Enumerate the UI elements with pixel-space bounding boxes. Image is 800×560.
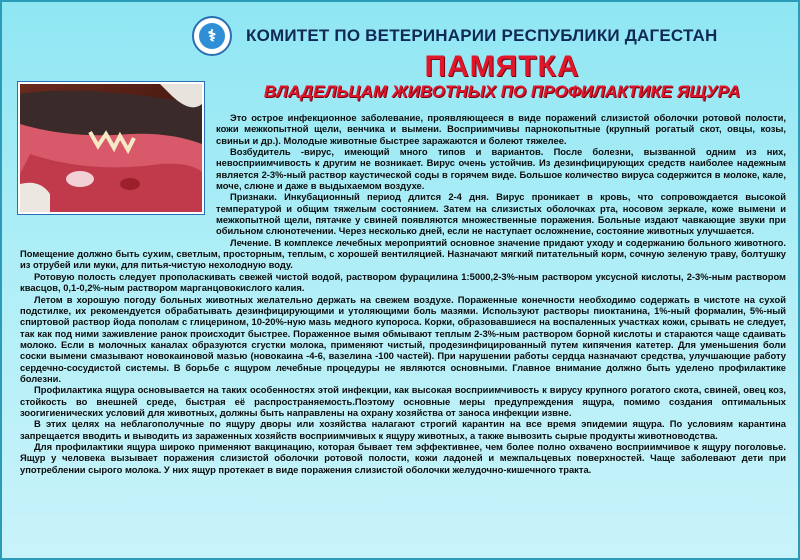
veterinary-emblem-icon: ⚕	[192, 16, 232, 56]
poster-title: ПАМЯТКА	[424, 50, 580, 83]
symptoms-label: Признаки.	[230, 191, 277, 203]
symptoms-text: Инкубационный период длится 2-4 дня. Вирус проникает в кровь, что сопровождается высокой температурой и общим тяжелым состоянием. Затем на слизистых оболочках рта, носовом зеркале, коже вымени и межкопытной щели, пятачке у свиней появляются множественные поражения. Больные издают чавкающие звуки при обильном слюнотечении. Через несколько дней, если не наступает осложнение, состояние животных улучшается.	[216, 191, 786, 237]
committee-name: КОМИТЕТ ПО ВЕТЕРИНАРИИ РЕСПУБЛИКИ ДАГЕСТАН	[246, 26, 718, 45]
memo-text	[20, 112, 786, 552]
paragraph-intro: Это острое инфекционное заболевание, проявляющееся в виде поражений слизистой оболочки ротовой полости, кожи межкопытной щели, венчика и вымени. Восприимчивы парнокопытные (крупный рогатый скот, овцы, козы, свиньи и др.). Молодые животные быстрее заражаются и болеют тяжелее.	[216, 112, 786, 146]
paragraph-care: Летом в хорошую погоду больных животных желательно держать на свежем воздухе. Пораженные конечности необходимо содержать в чистоте на сухой подстилке, их рекомендуется обрабатывать дезинфицирующими и утоляющими боль мазями. Используют растворы пиоктанина, 1%-ный формалин, 5%-ный спиртовой раствор йода пополам с глицерином, 10-20%-ную мазь медного купороса. Корки, образовавшиеся на воспаленных участках кожи, срывать не следует, так как под ними заживление ранок происходит быстрее. Пораженное вымя обмывают теплым 2-3%-ным раствором борной кислоты и стараются чаще сдаивать молоко. Если в молочных каналах образуются сгустки молока, применяют чистый, продезинфицированный путем кипячения катетер. Для уменьшения боли соски вымени смазывают новокаиновой мазью (новокаина -4-6, вазелина -100 частей). При нарушении работы сердца назначают средства, улучшающие работу сердечно-сосудистой системы. В борьбе с ящуром лечебные процедуры не являются основными. Главное внимание должно быть уделено профилактике болезни.	[20, 293, 786, 384]
paragraph-pathogen: Возбудитель -вирус, имеющий много типов и вариантов. После болезни, вызванной одним из них, невосприимчивость к другим не возникает. Вирус очень устойчив. Из дезинфицирующих средств наиболее надежным является 2-3%-ный раствор каустической соды в горячем виде. Большое количество вируса содержится в молоке, кале, моче, слюне и даже в выдыхаемом воздухе.	[216, 146, 786, 192]
poster-subtitle: ВЛАДЕЛЬЦАМ ЖИВОТНЫХ ПО ПРОФИЛАКТИКЕ ЯЩУРА	[263, 82, 741, 101]
treatment-label: Лечение.	[230, 236, 272, 248]
paragraph-prevention: Профилактика ящура основывается на таких особенностях этой инфекции, как высокая восприимчивость к вирусу крупного рогатого скота, свиней, овец коз, стойкость во внешней среде, быстрая её распространяемость.Поэтому основные меры предупреждения ящура, помимо создания оптимальных зоогигиенических условий для животных, должны быть направлены на охрану хозяйства от заноса инфекции извне.	[20, 384, 786, 418]
paragraph-vaccination: Для профилактики ящура широко применяют вакцинацию, которая бывает тем эффективнее, чем более полно охвачено восприимчивое к ящуру поголовье. Ящур у человека вызывает поражения слизистой оболочки ротовой полости, кожи ладоней и межпальцевых поверхностей. Чаще заболевают дети при употреблении сырого молока. У них ящур протекает в виде поражения слизистой оболочки желудочно-кишечного тракта.	[20, 440, 786, 475]
paragraph-quarantine: В этих целях на неблагополучные по ящуру дворы или хозяйства налагают строгий карантин на все время эпидемии ящура. По условиям карантина запрещается вводить и выводить из зараженных хозяйств восприимчивых к ящуру животных, а также вывозить сырые продукты животноводства.	[20, 418, 786, 441]
paragraph-treatment	[20, 237, 786, 271]
paragraph-mouth-rinse: Ротовую полость следует прополаскивать свежей чистой водой, раствором фурацилина 1:5000,2-3%-ным раствором уксусной кислоты, 2-3%-ным раствором квасцов, 0,1-0,2%-ным раствором марганцовокислого калия.	[20, 270, 786, 294]
treatment-text: В комплексе лечебных мероприятий основное значение придают уходу и содержанию больного животного. Помещение должно быть сухим, светлым, просторным, теплым, с хорошей вентиляцией. Назначают мягкий питательный корм, сочную зеленую траву, болтушку из отрубей или муки, для питья-чистую нехолодную воду.	[20, 236, 786, 271]
